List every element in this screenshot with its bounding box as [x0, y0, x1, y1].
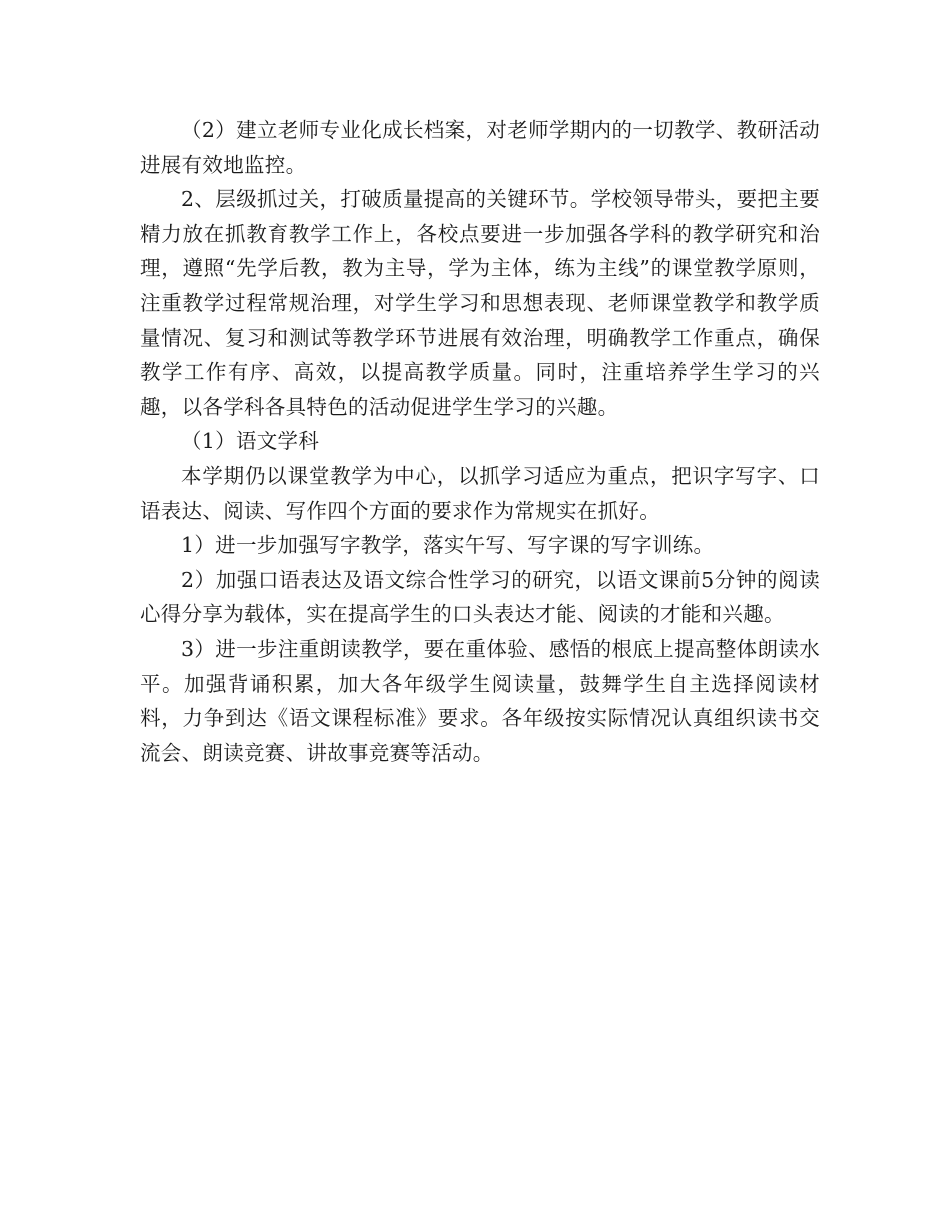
heading-chinese-subject: （1）语文学科 — [181, 429, 320, 454]
document-body — [140, 113, 820, 770]
paragraph-writing-teaching: 1）进一步加强写字教学，落实午写、写字课的写字训练。 — [181, 533, 715, 558]
paragraph-level-checks: 2、层级抓过关，打破质量提高的关键环节。学校领导带头，要把主要精力放在抓教育教学工作上，各校点要进一步加强各学科的教学研究和治理，遵照“先学后教，教为主导，学为主体，练为主线”的课堂教学原则，注重教学过程常规治理，对学生学习和思想表现、老师课堂教学和教学质量情况、复习和测试等教学环节进展有效治理，明确教学工作重点，确保教学工作有序、高效，以提高教学质量。同时，注重培养学生学习的兴趣，以各学科各具特色的活动促进学生学习的兴趣。 — [140, 187, 820, 419]
paragraph-reading-aloud: 3）进一步注重朗读教学，要在重体验、感悟的根底上提高整体朗读水平。加强背诵积累，加大各年级学生阅读量，鼓舞学生自主选择阅读材料，力争到达《语文课程标准》要求。各年级按实际情况认真组织读书交流会、朗读竞赛、讲故事竞赛等活动。 — [140, 636, 820, 765]
paragraph-semester-focus: 本学期仍以课堂教学为中心，以抓学习适应为重点，把识字写字、口语表达、阅读、写作四个方面的要求作为常规实在抓好。 — [140, 463, 820, 523]
paragraph-teacher-growth-archive: （2）建立老师专业化成长档案，对老师学期内的一切教学、教研活动进展有效地监控。 — [140, 118, 820, 177]
paragraph-oral-expression: 2）加强口语表达及语文综合性学习的研究，以语文课前5分钟的阅读心得分享为载体，实在提高学生的口头表达才能、阅读的才能和兴趣。 — [140, 567, 820, 627]
